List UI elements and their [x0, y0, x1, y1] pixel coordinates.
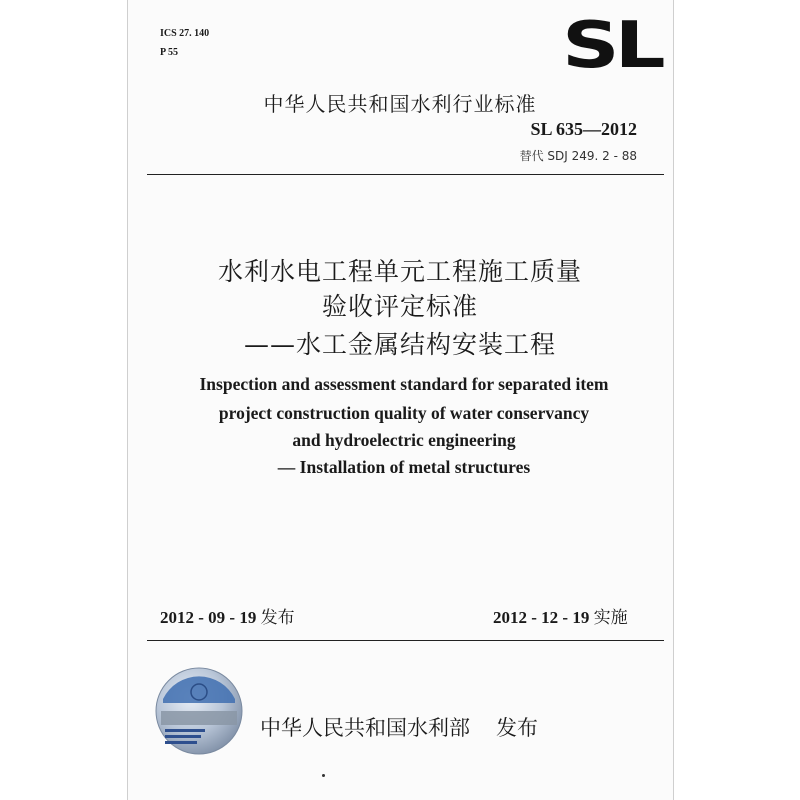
title-en-line-4: — Installation of metal structures: [277, 457, 531, 477]
title-en-line-3: and hydroelectric engineering: [292, 430, 516, 450]
title-zh-line-2: 验收评定标准: [321, 292, 478, 321]
ics-code: ICS 27. 140: [160, 28, 210, 39]
effective-date-label: 实施: [593, 608, 628, 628]
anti-counterfeit-seal-icon: [155, 667, 243, 755]
title-en-line-2: project construction quality of water conservancy: [218, 403, 590, 423]
top-divider: [147, 174, 664, 175]
title-zh-line-3: ——水工金属结构安装工程: [243, 330, 556, 359]
publisher-name: 中华人民共和国水利部: [260, 716, 470, 740]
publisher-label: 发布: [496, 716, 538, 740]
effective-date-value: 2012 - 12 - 19: [493, 608, 590, 627]
title-en-line-1: Inspection and assessment standard for separated item: [199, 374, 609, 394]
title-zh-line-1: 水利水电工程单元工程施工质量: [217, 257, 582, 286]
industry-standard-title: 中华人民共和国水利行业标准: [263, 92, 537, 116]
bottom-divider: [147, 640, 664, 641]
sl-logo: SL: [562, 9, 661, 83]
effective-date: [493, 603, 628, 628]
print-dot: [322, 774, 325, 777]
issue-date-label: 发布: [260, 608, 295, 628]
issue-date-value: 2012 - 09 - 19: [160, 608, 257, 627]
replaced-standard: 替代 SDJ 249. 2 - 88: [519, 149, 637, 163]
publisher: [260, 712, 538, 742]
classification-code: P 55: [160, 47, 179, 58]
standard-code: SL 635—2012: [530, 119, 637, 139]
issue-date: [160, 603, 295, 628]
